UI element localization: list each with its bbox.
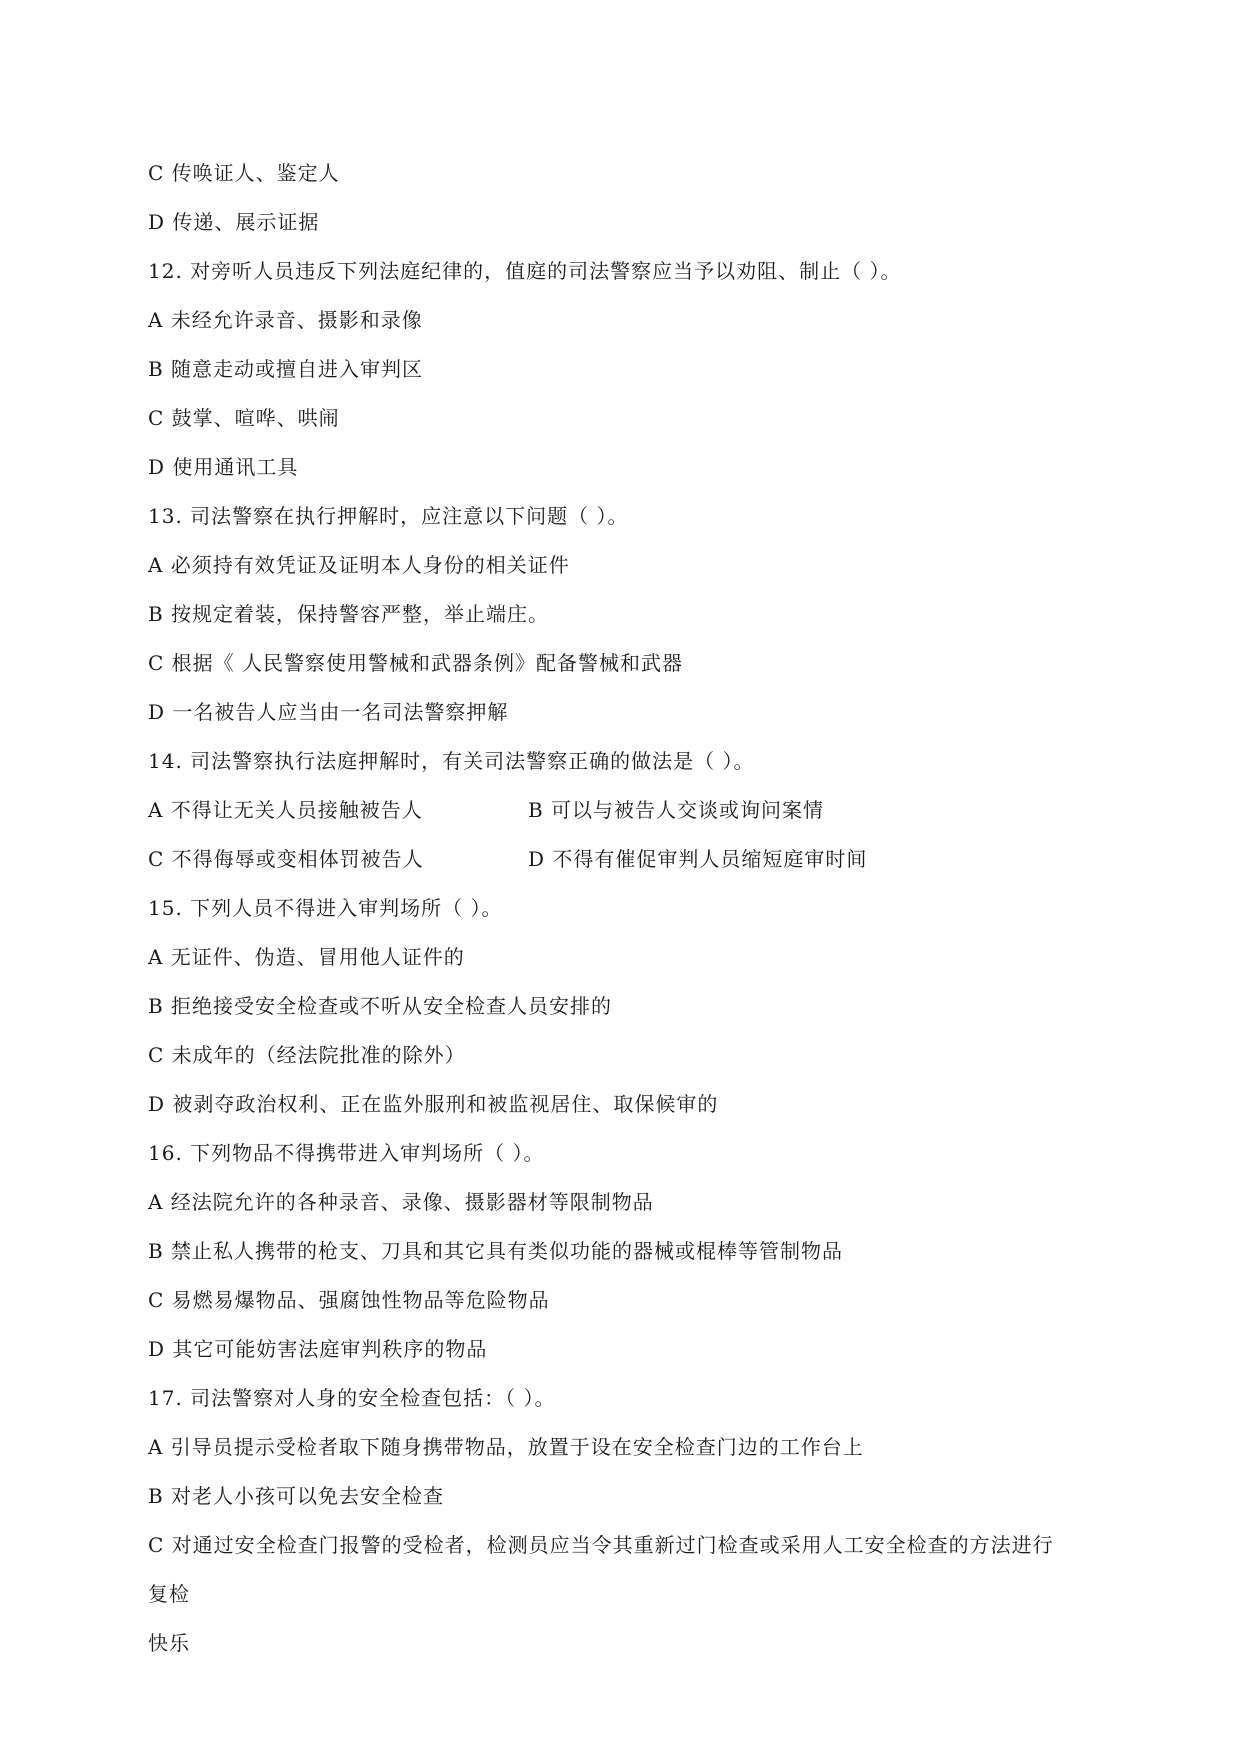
option-c-q15: C 未成年的（经法院批准的除外）: [148, 1043, 466, 1067]
option-d-q14: D 不得有催促审判人员缩短庭审时间: [528, 847, 868, 871]
option-a-q16: A 经法院允许的各种录音、录像、摄影器材等限制物品: [148, 1190, 654, 1214]
option-d-q11: D 传递、展示证据: [148, 210, 320, 234]
option-a-q12: A 未经允许录音、摄影和录像: [148, 308, 423, 332]
option-b-q17: B 对老人小孩可以免去安全检查: [148, 1484, 445, 1508]
option-c-q17: C 对通过安全检查门报警的受检者，检测员应当令其重新过门检查或采用人工安全检查的方法进行: [148, 1533, 1054, 1557]
option-d-q13: D 一名被告人应当由一名司法警察押解: [148, 700, 509, 724]
option-a-q17: A 引导员提示受检者取下随身携带物品，放置于设在安全检查门边的工作台上: [148, 1435, 864, 1459]
option-d-q16: D 其它可能妨害法庭审判秩序的物品: [148, 1337, 488, 1361]
footer-text: 快乐: [148, 1631, 190, 1655]
question-15: 15. 下列人员不得进入审判场所（ ）。: [148, 896, 503, 920]
option-a-q14: A 不得让无关人员接触被告人: [148, 798, 423, 822]
option-c-q17-continued: 复检: [148, 1582, 190, 1606]
option-c-q11: C 传唤证人、鉴定人: [148, 161, 340, 185]
option-d-q12: D 使用通讯工具: [148, 455, 299, 479]
option-c-q13: C 根据《 人民警察使用警械和武器条例》配备警械和武器: [148, 651, 684, 675]
option-b-q16: B 禁止私人携带的枪支、刀具和其它具有类似功能的器械或棍棒等管制物品: [148, 1239, 844, 1263]
option-b-q15: B 拒绝接受安全检查或不听从安全检查人员安排的: [148, 994, 613, 1018]
option-c-q12: C 鼓掌、喧哗、哄闹: [148, 406, 340, 430]
question-14: 14. 司法警察执行法庭押解时，有关司法警察正确的做法是（ ）。: [148, 749, 755, 773]
option-b-q13: B 按规定着装，保持警容严整，举止端庄。: [148, 602, 550, 626]
option-c-q16: C 易燃易爆物品、强腐蚀性物品等危险物品: [148, 1288, 550, 1312]
option-a-q13: A 必须持有效凭证及证明本人身份的相关证件: [148, 553, 570, 577]
question-12: 12. 对旁听人员违反下列法庭纪律的，值庭的司法警察应当予以劝阻、制止（ ）。: [148, 259, 902, 283]
option-d-q15: D 被剥夺政治权利、正在监外服刑和被监视居住、取保候审的: [148, 1092, 719, 1116]
question-16: 16. 下列物品不得携带进入审判场所（ ）。: [148, 1141, 545, 1165]
option-b-q12: B 随意走动或擅自进入审判区: [148, 357, 424, 381]
option-b-q14: B 可以与被告人交谈或询问案情: [528, 798, 825, 822]
question-17: 17. 司法警察对人身的安全检查包括：（ ）。: [148, 1386, 556, 1410]
option-a-q15: A 无证件、伪造、冒用他人证件的: [148, 945, 465, 969]
option-c-q14: C 不得侮辱或变相体罚被告人: [148, 847, 424, 871]
question-13: 13. 司法警察在执行押解时，应注意以下问题（ ）。: [148, 504, 629, 528]
